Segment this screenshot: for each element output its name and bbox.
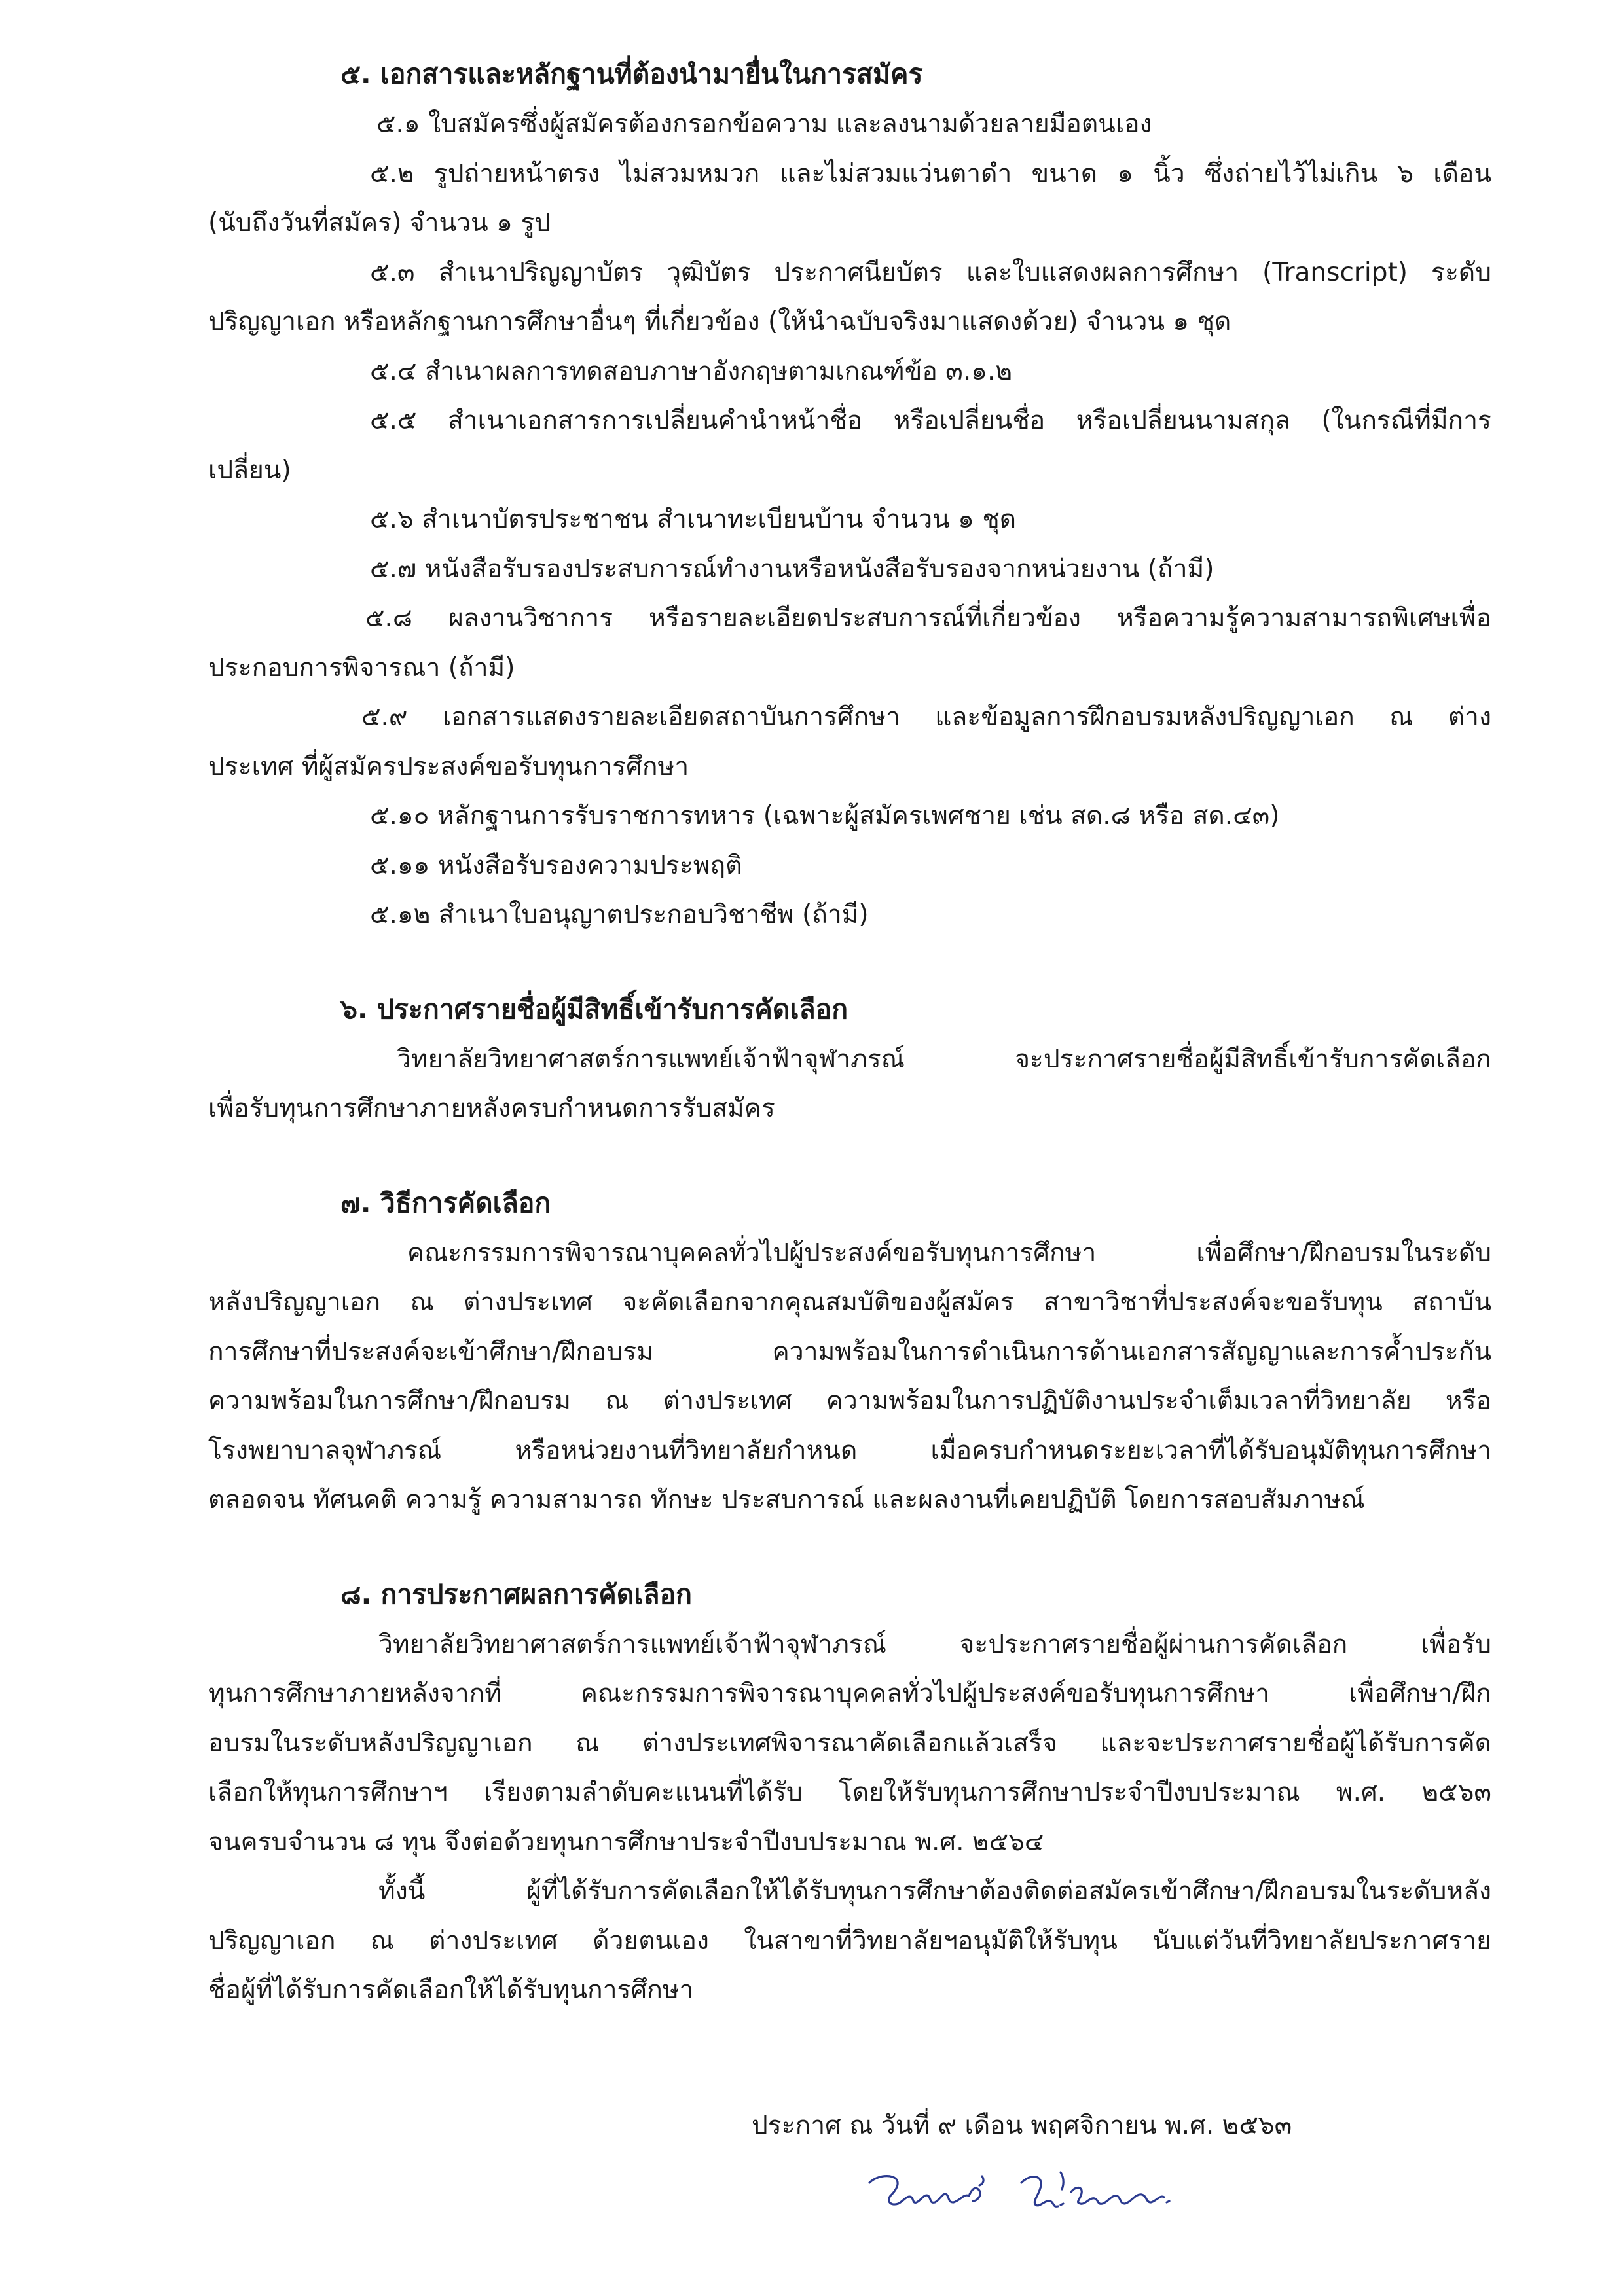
- item-5-9-line1: ๕.๙ เอกสารแสดงรายละเอียดสถาบันการศึกษา และข้อมูลการฝึกอบรมหลังปริญญาเอก ณ ต่าง: [361, 702, 1491, 732]
- section-8-line2: ทุนการศึกษาภายหลังจากที่ คณะกรรมการพิจารณาบุคคลทั่วไปผู้ประสงค์ขอรับทุนการศึกษา เพื่อศึกษา/ฝึก: [208, 1679, 1491, 1708]
- section-6-title: ๖. ประกาศรายชื่อผู้มีสิทธิ์เข้ารับการคัดเลือก: [340, 994, 848, 1025]
- section-8-line3: อบรมในระดับหลังปริญญาเอก ณ ต่างประเทศพิจารณาคัดเลือกแล้วเสร็จ และจะประกาศรายชื่อผู้ได้รับการคัด: [208, 1729, 1491, 1758]
- announcement-date: ประกาศ ณ วันที่ ๙ เดือน พฤศจิกายน พ.ศ. ๒๕๖๓: [752, 2111, 1292, 2140]
- item-5-2-line2: (นับถึงวันที่สมัคร) จำนวน ๑ รูป: [208, 208, 551, 238]
- section-8-line8: ชื่อผู้ที่ได้รับการคัดเลือกให้ได้รับทุนการศึกษา: [208, 1975, 694, 2005]
- item-5-8-line1: ๕.๘ ผลงานวิชาการ หรือรายละเอียดประสบการณ์ที่เกี่ยวข้อง หรือความรู้ความสามารถพิเศษเพื่อ: [365, 603, 1491, 633]
- section-8-line5: จนครบจำนวน ๘ ทุน จึงต่อด้วยทุนการศึกษาประจำปีงบประมาณ พ.ศ. ๒๕๖๔: [208, 1827, 1044, 1857]
- section-7-line2: หลังปริญญาเอก ณ ต่างประเทศ จะคัดเลือกจากคุณสมบัติของผู้สมัคร สาขาวิชาที่ประสงค์จะขอรับทุน สถาบัน: [208, 1287, 1491, 1317]
- item-5-9-line2: ประเทศ ที่ผู้สมัครประสงค์ขอรับทุนการศึกษา: [208, 752, 689, 781]
- item-5-8-line2: ประกอบการพิจารณา (ถ้ามี): [208, 653, 515, 683]
- item-5-3-line1: ๕.๓ สำเนาปริญญาบัตร วุฒิบัตร ประกาศนียบัตร และใบแสดงผลการศึกษา (Transcript) ระดับ: [370, 258, 1491, 287]
- section-7-line1: คณะกรรมการพิจารณาบุคคลทั่วไปผู้ประสงค์ขอรับทุนการศึกษา เพื่อศึกษา/ฝึกอบรมในระดับ: [407, 1238, 1491, 1268]
- section-6-line2: เพื่อรับทุนการศึกษาภายหลังครบกำหนดการรับสมัคร: [208, 1094, 775, 1123]
- section-8-line4: เลือกให้ทุนการศึกษาฯ เรียงตามลำดับคะแนนที่ได้รับ โดยให้รับทุนการศึกษาประจำปีงบประมาณ พ.ศ. ๒๕๖๓: [208, 1778, 1491, 1807]
- item-5-5-line1: ๕.๕ สำเนาเอกสารการเปลี่ยนคำนำหน้าชื่อ หรือเปลี่ยนชื่อ หรือเปลี่ยนนามสกุล (ในกรณีที่มีการ: [370, 406, 1491, 435]
- section-6-line1: วิทยาลัยวิทยาศาสตร์การแพทย์เจ้าฟ้าจุฬาภรณ์ จะประกาศรายชื่อผู้มีสิทธิ์เข้ารับการคัดเลือก: [397, 1045, 1491, 1074]
- item-5-5-line2: เปลี่ยน): [208, 456, 291, 485]
- signature-image: [864, 2163, 1192, 2222]
- section-7-line3: การศึกษาที่ประสงค์จะเข้าศึกษา/ฝึกอบรม ความพร้อมในการดำเนินการด้านเอกสารสัญญาและการค้ำประกัน: [208, 1337, 1491, 1367]
- item-5-10: ๕.๑๐ หลักฐานการรับราชการทหาร (เฉพาะผู้สมัครเพศชาย เช่น สด.๘ หรือ สด.๔๓): [370, 801, 1280, 831]
- section-5-title: ๕. เอกสารและหลักฐานที่ต้องนำมายื่นในการสมัคร: [340, 58, 923, 90]
- item-5-1: ๕.๑ ใบสมัครซึ่งผู้สมัครต้องกรอกข้อความ และลงนามด้วยลายมือตนเอง: [376, 109, 1152, 139]
- item-5-11: ๕.๑๑ หนังสือรับรองความประพฤติ: [370, 851, 742, 880]
- section-7-line5: โรงพยาบาลจุฬาภรณ์ หรือหน่วยงานที่วิทยาลัยกำหนด เมื่อครบกำหนดระยะเวลาที่ได้รับอนุมัติทุนการศึกษา: [208, 1436, 1491, 1465]
- item-5-7: ๕.๗ หนังสือรับรองประสบการณ์ทำงานหรือหนังสือรับรองจากหน่วยงาน (ถ้ามี): [370, 554, 1214, 584]
- section-8-line1: วิทยาลัยวิทยาศาสตร์การแพทย์เจ้าฟ้าจุฬาภรณ์ จะประกาศรายชื่อผู้ผ่านการคัดเลือก เพื่อรับ: [378, 1630, 1491, 1659]
- section-8-title: ๘. การประกาศผลการคัดเลือก: [340, 1579, 692, 1610]
- item-5-4: ๕.๔ สำเนาผลการทดสอบภาษาอังกฤษตามเกณฑ์ข้อ ๓.๑.๒: [370, 357, 1013, 386]
- item-5-2-line1: ๕.๒ รูปถ่ายหน้าตรง ไม่สวมหมวก และไม่สวมแว่นตาดำ ขนาด ๑ นิ้ว ซึ่งถ่ายไว้ไม่เกิน ๖ เดือน: [370, 159, 1491, 188]
- section-8-line7: ปริญญาเอก ณ ต่างประเทศ ด้วยตนเอง ในสาขาที่วิทยาลัยฯอนุมัติให้รับทุน นับแต่วันที่วิทยาลัยประกาศราย: [208, 1926, 1491, 1956]
- item-5-12: ๕.๑๒ สำเนาใบอนุญาตประกอบวิชาชีพ (ถ้ามี): [370, 900, 869, 929]
- section-8-line6: ทั้งนี้ ผู้ที่ได้รับการคัดเลือกให้ได้รับทุนการศึกษาต้องติดต่อสมัครเข้าศึกษา/ฝึกอบรมในระดับหลัง: [378, 1876, 1491, 1906]
- item-5-6: ๕.๖ สำเนาบัตรประชาชน สำเนาทะเบียนบ้าน จำนวน ๑ ชุด: [370, 505, 1017, 534]
- item-5-3-line2: ปริญญาเอก หรือหลักฐานการศึกษาอื่นๆ ที่เกี่ยวข้อง (ให้นำฉบับจริงมาแสดงด้วย) จำนวน ๑ ชุด: [208, 307, 1231, 336]
- section-7-line4: ความพร้อมในการศึกษา/ฝึกอบรม ณ ต่างประเทศ ความพร้อมในการปฏิบัติงานประจำเต็มเวลาที่วิทยาลัย หรือ: [208, 1386, 1491, 1416]
- section-7-line6: ตลอดจน ทัศนคติ ความรู้ ความสามารถ ทักษะ ประสบการณ์ และผลงานที่เคยปฏิบัติ โดยการสอบสัมภาษณ์: [208, 1485, 1365, 1515]
- section-7-title: ๗. วิธีการคัดเลือก: [340, 1187, 551, 1219]
